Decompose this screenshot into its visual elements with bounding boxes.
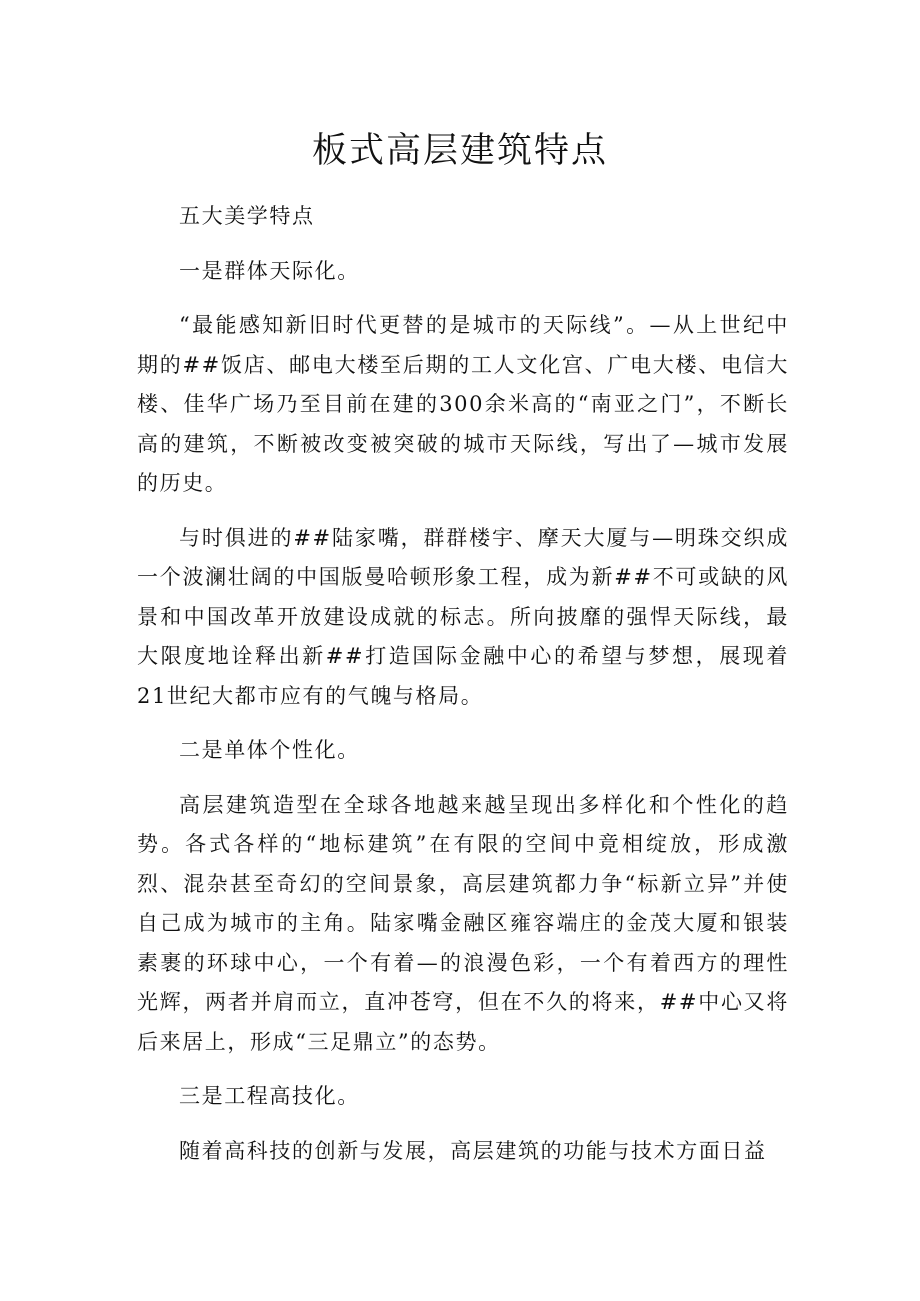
body-paragraph: 随着高科技的创新与发展，高层建筑的功能与技术方面日益 bbox=[179, 1138, 767, 1163]
document-body bbox=[137, 197, 789, 1186]
body-paragraph: 与时俱进的##陆家嘴，群群楼宇、摩天大厦与—明珠交织成一个波澜壮阔的中国版曼哈顿形象工程，成为新##不可或缺的风景和中国改革开放建设成就的标志。所向披靡的强悍天际线，最大限度地诠释出新##打造国际金融中心的希望与梦想，展现着21世纪大都市应有的气魄与格局。 bbox=[137, 525, 789, 708]
subsection-heading: 二是单体个性化。 bbox=[179, 738, 360, 762]
body-paragraph: “最能感知新旧时代更替的是城市的天际线”。—从上世纪中期的##饭店、邮电大楼至后期的工人文化宫、广电大楼、电信大楼、佳华广场乃至目前在建的300余米高的“南亚之门”，不断长高的建筑，不断被改变被突破的城市天际线，写出了—城市发展的历史。 bbox=[137, 313, 789, 495]
body-paragraph: 高层建筑造型在全球各地越来越呈现出多样化和个性化的趋势。各式各样的“地标建筑”在有限的空间中竟相绽放，形成激烈、混杂甚至奇幻的空间景象，高层建筑都力争“标新立异”并使自己成为城市的主角。陆家嘴金融区雍容端庄的金茂大厦和银装素裹的环球中心，一个有着—的浪漫色彩，一个有着西方的理性光辉，两者并肩而立，直冲苍穹，但在不久的将来，##中心又将后来居上，形成“三足鼎立”的态势。 bbox=[137, 792, 789, 1054]
subsection-heading: 一是群体天际化。 bbox=[179, 258, 360, 283]
document-title: 板式高层建筑特点 bbox=[311, 131, 608, 171]
section-heading: 五大美学特点 bbox=[179, 204, 315, 228]
subsection-heading: 三是工程高技化。 bbox=[179, 1084, 360, 1108]
